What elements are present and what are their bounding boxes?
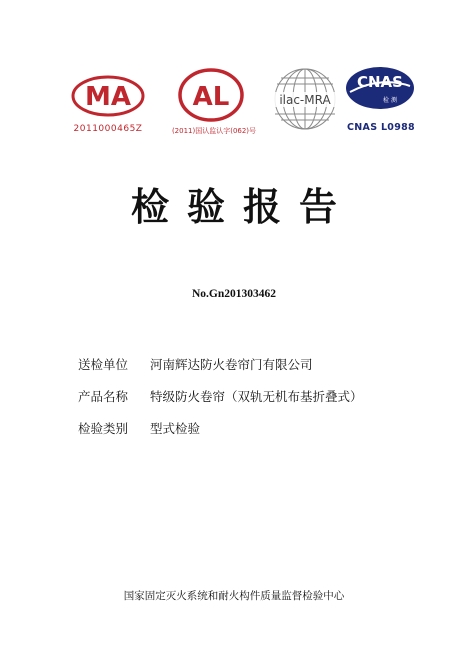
ilac-logo-text: ilac-MRA <box>279 93 331 107</box>
cma-logo-text: MA <box>85 82 131 112</box>
report-number: No.Gn201303462 <box>191 288 277 300</box>
info-value: 型式检验 <box>150 421 201 436</box>
info-row-client <box>78 348 363 380</box>
cal-logo-text: AL <box>192 82 230 112</box>
cnas-logo-sub: 检 测 <box>383 97 397 104</box>
info-row-test-type <box>78 412 363 444</box>
info-value: 河南辉达防火卷帘门有限公司 <box>150 357 313 372</box>
cma-logo <box>70 74 146 118</box>
issuing-organization: 国家固定灭火系统和耐火构件质量监督检验中心 <box>123 590 345 602</box>
report-info <box>78 348 363 444</box>
info-value: 特级防火卷帘（双轨无机布基折叠式） <box>150 389 363 404</box>
document-title: 检验报告 <box>130 185 355 229</box>
info-row-product <box>78 380 363 412</box>
ilac-mra-logo <box>264 64 346 134</box>
cnas-logo-text: CNAS <box>357 73 403 91</box>
info-label: 检验类别 <box>78 421 129 436</box>
cnas-logo <box>344 64 416 112</box>
info-label: 送检单位 <box>78 357 129 372</box>
cal-caption: (2011)国认监认字(062)号 <box>171 127 257 135</box>
cnas-number: CNAS L0988 <box>347 122 415 133</box>
cma-number: 2011000465Z <box>73 124 143 134</box>
cal-logo <box>176 66 246 124</box>
info-label: 产品名称 <box>78 389 129 404</box>
